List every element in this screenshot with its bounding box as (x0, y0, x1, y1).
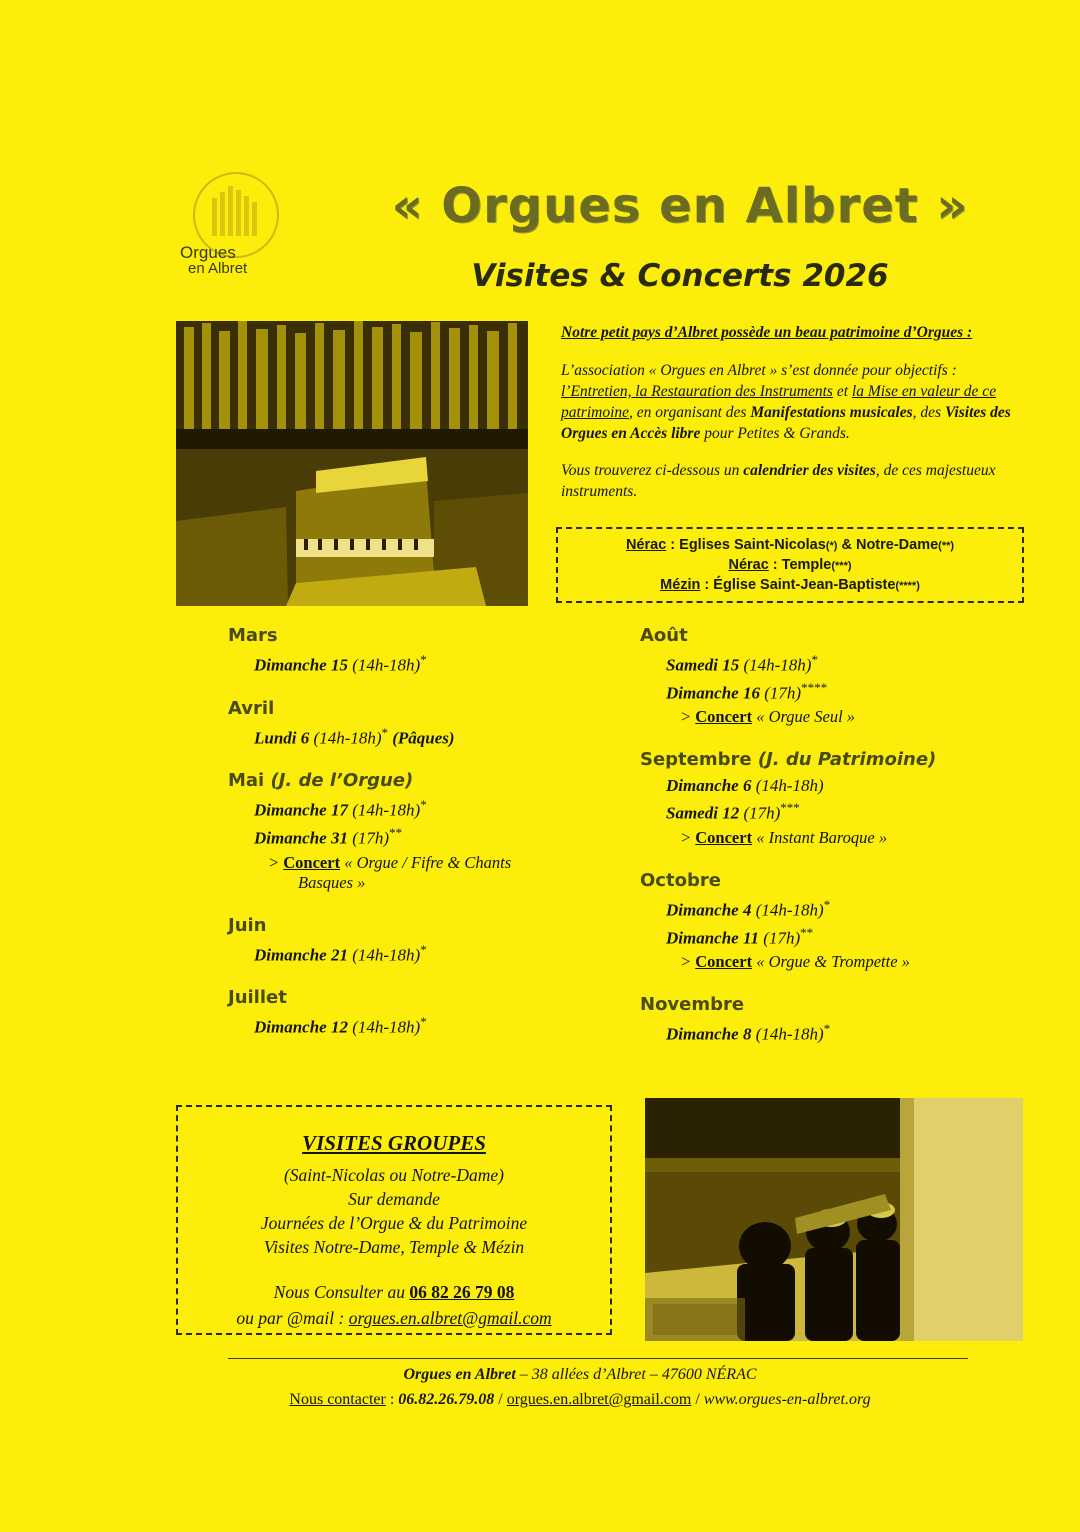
intro-lead: Notre petit pays d’Albret possède un beau patrimoine d’Orgues : (561, 324, 973, 341)
month-heading (640, 994, 1040, 1015)
venues-box (556, 527, 1024, 603)
entry-date: Dimanche 17 (254, 800, 353, 820)
calendar-entry (666, 776, 1040, 796)
venue-line-1 (558, 536, 1022, 556)
venue-line1-rest: : Eglises Saint-Nicolas (666, 537, 826, 553)
entry-date: Dimanche 6 (666, 776, 756, 796)
month-name: Juin (228, 914, 267, 936)
intro-p1-f: Manifestations musicales (750, 404, 913, 421)
entry-hours: (14h-18h) (313, 728, 382, 748)
month-heading (228, 987, 618, 1008)
intro-p2-c: , de ces majestueux instruments. (561, 462, 996, 500)
intro-p1-h: Visites des Orgues en Accès libre (561, 404, 1011, 442)
month-name: Juillet (228, 987, 287, 1009)
entry-date: Samedi 12 (666, 803, 744, 823)
group-phone-prefix: Nous Consulter au (273, 1282, 410, 1302)
entry-venue-marker: * (823, 896, 831, 912)
entry-date: Dimanche 31 (254, 828, 353, 848)
group-visits-box (176, 1105, 612, 1335)
concert-line (680, 828, 1040, 848)
calendar-entry (666, 680, 1040, 704)
entry-venue-marker: *** (780, 800, 800, 816)
concert-label: Concert (283, 852, 341, 872)
intro-p1-b: l’Entretien, la Restauration des Instruments (561, 383, 833, 400)
entry-hours: (14h-18h) (743, 655, 812, 675)
concert-title: « Orgue Seul » (752, 707, 856, 727)
concert-bullet: > (268, 852, 284, 872)
month-heading (228, 915, 618, 936)
venue-line2-ast: (***) (831, 560, 852, 572)
entry-venue-marker: ** (800, 924, 814, 940)
month-name: Novembre (640, 994, 745, 1016)
calendar-entry (666, 925, 1040, 949)
month-name: Août (640, 625, 688, 646)
footer-contact-label: Nous contacter (289, 1391, 386, 1408)
entry-date: Dimanche 12 (254, 1017, 353, 1037)
concert-label: Concert (695, 707, 753, 727)
visitors-photo (645, 1098, 1023, 1341)
entry-date: Dimanche 16 (666, 683, 765, 703)
month-heading (640, 749, 1040, 770)
entry-hours: (14h-18h) (755, 776, 824, 796)
venue-city-nerac-1: Nérac (625, 537, 667, 553)
venue-city-mezin: Mézin (660, 577, 701, 593)
calendar-entry (666, 800, 1040, 824)
calendar-entry (254, 797, 618, 821)
entry-date: Dimanche 21 (254, 945, 353, 965)
month-name: Octobre (640, 869, 721, 891)
venue-line1-ast2: (**) (938, 540, 955, 552)
entry-venue-marker: ** (389, 824, 403, 840)
intro-p1-e: , en organisant des (629, 404, 751, 421)
intro-p1-a: L’association « Orgues en Albret » s’est donnée pour objectifs : (561, 362, 957, 379)
entry-hours: (14h-18h) (352, 800, 421, 820)
entry-date: Dimanche 15 (254, 655, 353, 675)
entry-venue-marker: * (381, 724, 389, 740)
logo-word-orgues: Orgues (180, 243, 236, 262)
intro-p1-g: , des (912, 404, 945, 421)
entry-venue-marker: * (420, 797, 427, 813)
entry-date: Samedi 15 (666, 655, 744, 675)
group-visits-line-2: Sur demande (348, 1189, 440, 1209)
concert-line (680, 952, 1040, 972)
concert-bullet: > (680, 707, 696, 727)
entry-date: Lundi 6 (254, 728, 314, 748)
entry-venue-marker: * (420, 652, 427, 667)
entry-hours: (17h) (764, 683, 802, 703)
orgues-en-albret-logo (178, 170, 308, 290)
venue-line3-ast: (****) (895, 580, 920, 592)
venue-line3-rest: : Église Saint-Jean-Baptiste (700, 577, 896, 593)
month-heading (640, 870, 1040, 891)
intro-p1-i: pour Petites & Grands. (700, 425, 850, 442)
entry-venue-marker: * (420, 941, 427, 957)
concert-line (680, 707, 1040, 727)
entry-date: Dimanche 4 (666, 900, 756, 920)
intro-text (561, 322, 1031, 518)
venue-line1-ast1: (*) (825, 540, 838, 552)
group-visits-line-1: (Saint-Nicolas ou Notre-Dame) (283, 1165, 504, 1185)
entry-venue-marker: * (823, 1021, 831, 1037)
concert-label: Concert (695, 952, 753, 972)
entry-venue-marker: * (811, 652, 818, 667)
month-subtitle: (J. du Patrimoine) (757, 749, 937, 771)
entry-venue-marker: * (420, 1014, 427, 1030)
month-block (228, 625, 618, 676)
concert-title-cont: Basques » (298, 872, 366, 892)
footer (180, 1362, 980, 1412)
month-block (228, 770, 618, 892)
entry-hours: (17h) (743, 803, 781, 823)
intro-p2-a: Vous trouverez ci-dessous un (561, 462, 744, 479)
concert-label: Concert (695, 827, 753, 847)
month-block (640, 749, 1040, 848)
venue-line-2 (558, 556, 1022, 576)
logo-word-enalbret: en Albret (188, 260, 248, 277)
intro-p1-c: et (832, 383, 852, 400)
page-subtitle: Visites & Concerts 2026 (471, 258, 889, 294)
month-block (640, 994, 1040, 1045)
venue-city-nerac-2: Nérac (728, 557, 769, 573)
page-title: « Orgues en Albret » (391, 178, 969, 234)
calendar-entry (254, 725, 618, 749)
month-name: Mars (228, 625, 278, 646)
group-visits-line-3: Journées de l’Orgue & du Patrimoine (260, 1213, 528, 1233)
entry-hours: (14h-18h) (755, 1024, 824, 1044)
month-name: Septembre (640, 749, 758, 771)
entry-venue-marker: **** (801, 679, 828, 695)
calendar-entry (666, 652, 1040, 676)
group-visits-title: VISITES GROUPES (302, 1131, 486, 1155)
group-phone-number[interactable]: 06 82 26 79 08 (409, 1282, 515, 1302)
footer-sep-2: / (691, 1391, 704, 1408)
month-block (228, 987, 618, 1038)
concert-title: « Instant Baroque » (752, 827, 888, 847)
entry-hours: (14h-18h) (352, 1017, 421, 1037)
entry-hours: (14h-18h) (352, 945, 421, 965)
month-heading (640, 625, 1040, 646)
footer-address: – 38 allées d’Albret – 47600 NÉRAC (515, 1366, 757, 1383)
footer-phone[interactable]: 06.82.26.79.08 (398, 1391, 495, 1408)
entry-date: Dimanche 8 (666, 1024, 756, 1044)
month-name: Avril (228, 697, 275, 719)
calendar-entry (666, 1021, 1040, 1045)
concert-bullet: > (680, 952, 696, 972)
intro-p1-d: la Mise en valeur de ce patrimoine (561, 383, 997, 421)
group-mail-prefix: ou par @mail : (236, 1308, 349, 1328)
group-visits-contact (178, 1279, 610, 1331)
calendar-column-right (640, 625, 1040, 1067)
entry-hours: (14h-18h) (352, 655, 421, 675)
month-heading (228, 698, 618, 719)
calendar-column-left (228, 625, 618, 1060)
group-mail-address[interactable]: orgues.en.albret@gmail.com (348, 1308, 552, 1328)
concert-title: « Orgue & Trompette » (752, 952, 910, 972)
footer-contact-sep: : (385, 1391, 399, 1408)
month-name: Mai (228, 770, 271, 792)
entry-hours: (17h) (763, 928, 801, 948)
entry-date: Dimanche 11 (666, 928, 764, 948)
intro-paragraph-1 (561, 360, 1031, 444)
venue-line-3 (558, 576, 1022, 596)
concert-line (268, 853, 618, 893)
calendar-entry (666, 897, 1040, 921)
venue-line1-rest2: & Notre-Dame (837, 537, 939, 553)
footer-contact-line (180, 1387, 980, 1412)
organ-console-photo (176, 321, 528, 606)
month-heading (228, 770, 618, 791)
footer-sep-1: / (494, 1391, 507, 1408)
month-block (640, 870, 1040, 972)
venue-line2-rest: : Temple (768, 557, 832, 573)
calendar-entry (254, 825, 618, 849)
footer-mail[interactable]: orgues.en.albret@gmail.com (506, 1391, 692, 1408)
intro-p2-b: calendrier des visites (743, 462, 876, 479)
month-block (640, 625, 1040, 727)
intro-paragraph-2 (561, 460, 1031, 502)
group-phone-line (178, 1279, 610, 1305)
footer-org-name: Orgues en Albret (403, 1366, 516, 1383)
entry-hours: (14h-18h) (755, 900, 824, 920)
calendar-entry (254, 1014, 618, 1038)
concert-bullet: > (680, 827, 696, 847)
month-heading (228, 625, 618, 646)
calendar-entry (254, 942, 618, 966)
month-block (228, 698, 618, 749)
group-mail-line (178, 1305, 610, 1331)
footer-address-line (180, 1362, 980, 1387)
group-visits-line-4: Visites Notre-Dame, Temple & Mézin (263, 1237, 525, 1257)
calendar-entry (254, 652, 618, 676)
month-block (228, 915, 618, 966)
footer-divider (228, 1358, 968, 1359)
entry-hours: (17h) (352, 828, 390, 848)
concert-title: « Orgue / Fifre & Chants (340, 852, 512, 872)
entry-note: (Pâques) (388, 728, 455, 748)
footer-website[interactable]: www.orgues-en-albret.org (703, 1391, 871, 1408)
month-subtitle: (J. de l’Orgue) (270, 770, 414, 792)
